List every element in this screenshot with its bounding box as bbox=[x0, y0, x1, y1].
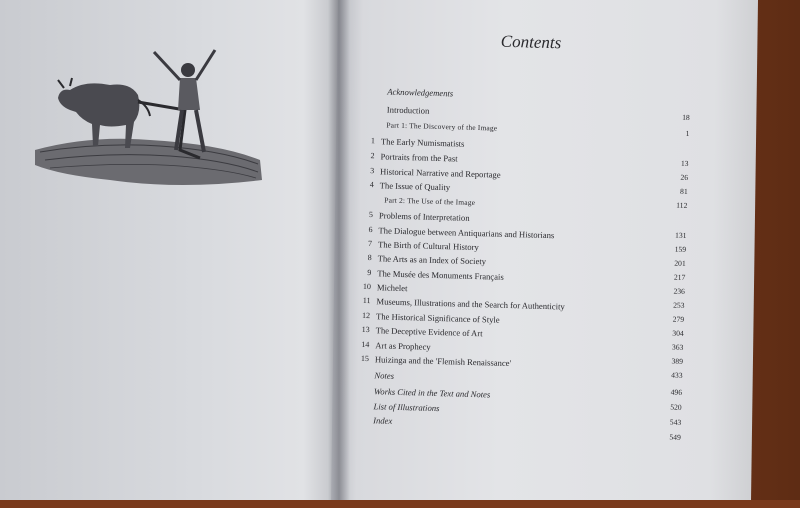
contents-title: Contents bbox=[500, 31, 562, 53]
toc-entry-page: 389 bbox=[671, 356, 684, 366]
toc-chapter-number: 13 bbox=[361, 324, 370, 335]
toc-chapter-number: 9 bbox=[367, 268, 372, 278]
toc-entry-label: The Deceptive Evidence of Art bbox=[375, 325, 483, 339]
toc-part-heading: Part 1: The Discovery of the Image bbox=[386, 120, 498, 133]
toc-entry-label: Michelet bbox=[376, 282, 408, 294]
toc-entry-label: Museums, Illustrations and the Search for Authenticity bbox=[376, 296, 565, 312]
toc-entry-label: Problems of Interpretation bbox=[378, 210, 470, 223]
toc-chapter-number: 6 bbox=[368, 225, 373, 235]
toc-entry-label: Huizinga and the 'Flemish Renaissance' bbox=[374, 354, 512, 369]
toc-entry-label: The Issue of Quality bbox=[379, 180, 451, 193]
toc-entry-label: The Historical Significance of Style bbox=[375, 311, 500, 325]
toc-entry-page: 18 bbox=[682, 112, 690, 122]
toc-chapter-number: 4 bbox=[369, 180, 374, 190]
toc-entry-label: List of Illustrations bbox=[373, 401, 440, 414]
toc-entry-label: Works Cited in the Text and Notes bbox=[373, 386, 491, 400]
toc-chapter-number: 11 bbox=[362, 295, 371, 306]
toc-entry-label: The Birth of Cultural History bbox=[377, 239, 479, 253]
toc-entry-label: The Dialogue between Antiquarians and Historians bbox=[378, 225, 555, 241]
toc-entry-label: The Arts as an Index of Society bbox=[377, 253, 487, 267]
toc-chapter-number: 8 bbox=[367, 253, 372, 263]
toc-entry-page: 433 bbox=[671, 370, 683, 380]
toc-chapter-number: 3 bbox=[370, 166, 375, 176]
toc-entry-label: Portraits from the Past bbox=[380, 151, 458, 164]
toc-entry-label: Historical Narrative and Reportage bbox=[380, 166, 501, 180]
toc-entry-label: Introduction bbox=[386, 104, 430, 116]
toc-chapter-number: 12 bbox=[361, 310, 371, 321]
toc-entry-page: 112 bbox=[676, 200, 688, 210]
toc-chapter-number: 2 bbox=[370, 151, 375, 161]
toc-chapter-number: 15 bbox=[360, 353, 370, 364]
toc-entry-page: 1 bbox=[685, 128, 690, 138]
toc-chapter-number: 1 bbox=[370, 136, 376, 146]
toc-entry-page: 520 bbox=[670, 402, 682, 412]
toc-chapter-number: 7 bbox=[367, 239, 373, 249]
toc-entry-page: 304 bbox=[672, 328, 684, 338]
toc-entry-label: The Early Numismatists bbox=[380, 136, 465, 149]
toc-entry-page: 201 bbox=[674, 258, 686, 268]
toc-entry-label: Notes bbox=[374, 370, 395, 381]
toc-entry-label: The Musée des Monuments Français bbox=[377, 268, 504, 282]
toc-entry-page: 363 bbox=[671, 342, 684, 352]
toc-chapter-number: 10 bbox=[362, 281, 372, 292]
toc-entry-page: 217 bbox=[673, 272, 686, 282]
toc-entry-page: 81 bbox=[679, 186, 688, 196]
toc-entry-page: 543 bbox=[669, 417, 682, 427]
toc-entry-page: 13 bbox=[680, 158, 689, 168]
toc-entry-label: Index bbox=[373, 415, 393, 426]
toc-part-heading: Part 2: The Use of the Image bbox=[384, 195, 476, 208]
toc-entry-label: Art as Prophecy bbox=[375, 340, 431, 352]
toc-entry-page: 279 bbox=[672, 314, 685, 324]
toc-entry-page: 26 bbox=[680, 172, 689, 182]
toc-entry-page: 253 bbox=[673, 300, 685, 310]
toc-entry-page: 159 bbox=[674, 244, 687, 254]
toc-chapter-number: 5 bbox=[368, 210, 374, 220]
toc-entry-page: 496 bbox=[670, 387, 683, 397]
toc-chapter-number: 14 bbox=[361, 339, 370, 350]
toc-entry-page: 131 bbox=[674, 230, 687, 240]
toc-entry-page: 549 bbox=[669, 432, 681, 442]
toc-entry-page: 236 bbox=[673, 286, 686, 296]
toc-entry-label: Acknowledgements bbox=[387, 86, 454, 99]
